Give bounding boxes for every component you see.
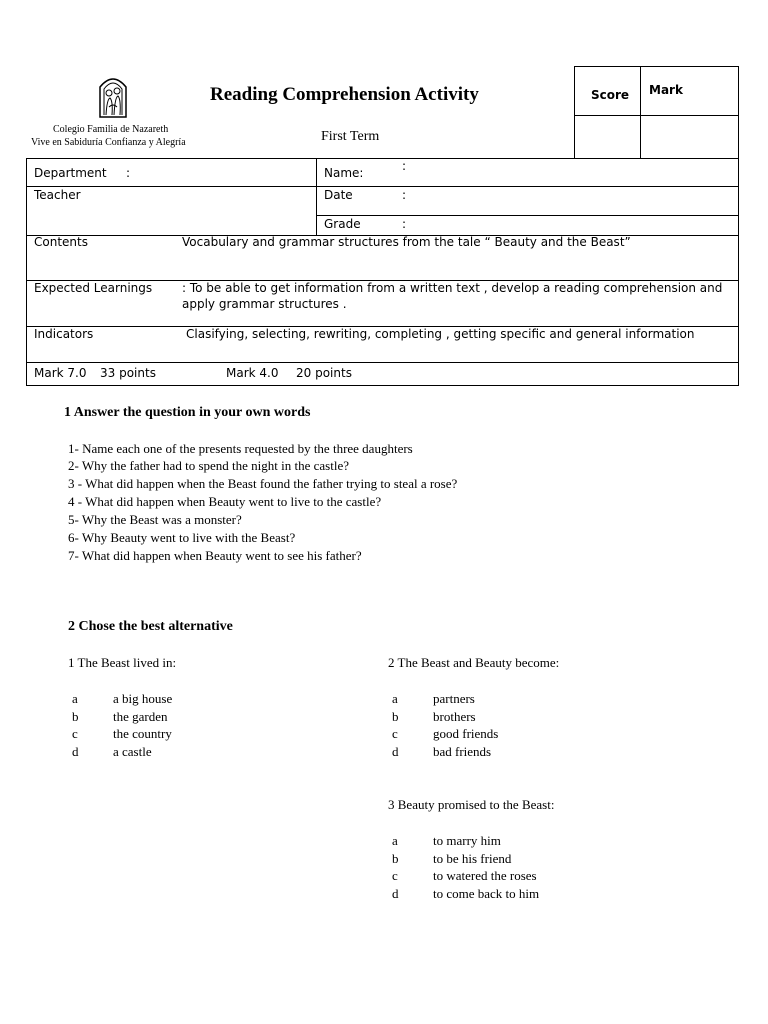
grade-colon: : — [402, 217, 407, 231]
mc3-option-c: to watered the roses — [433, 868, 537, 883]
mc-question-2: 2 The Beast and Beauty become: — [388, 655, 560, 670]
mc-question-1: 1 The Beast lived in: — [68, 655, 177, 670]
term-label: First Term — [321, 129, 380, 144]
mark-high: Mark 7.0 — [34, 366, 87, 380]
question-1: 1- Name each one of the presents requested by the three daughters — [68, 441, 413, 456]
mc2-option-d: bad friends — [433, 744, 492, 759]
mc1-letter-c: c — [72, 726, 78, 741]
mc2-letter-a: a — [392, 691, 398, 706]
date-colon: : — [402, 188, 407, 202]
mc2-option-c: good friends — [433, 726, 499, 741]
mc3-letter-a: a — [392, 833, 398, 848]
points-low: 20 points — [296, 366, 352, 380]
expected-learnings-line2: apply grammar structures . — [182, 297, 347, 311]
school-crest-icon — [96, 71, 130, 119]
department-colon: : — [126, 166, 131, 180]
mc1-letter-d: d — [72, 744, 79, 759]
mc2-letter-b: b — [392, 709, 399, 724]
mc1-option-c: the country — [113, 726, 172, 741]
contents-value: Vocabulary and grammar structures from the tale “ Beauty and the Beast” — [182, 235, 631, 249]
section1-heading: 1 Answer the question in your own words — [64, 405, 311, 420]
question-5: 5- Why the Beast was a monster? — [68, 512, 242, 527]
question-7: 7- What did happen when Beauty went to see his father? — [68, 548, 362, 563]
mc1-option-b: the garden — [113, 709, 168, 724]
mc3-option-d: to come back to him — [433, 886, 540, 901]
expected-learnings-line1: : To be able to get information from a written text , develop a reading comprehension and — [182, 281, 723, 295]
points-high: 33 points — [100, 366, 156, 380]
mc1-letter-b: b — [72, 709, 79, 724]
teacher-label: Teacher — [34, 188, 81, 202]
name-label: Name: — [324, 166, 364, 180]
mark-label: Mark — [649, 83, 683, 97]
mc1-letter-a: a — [72, 691, 78, 706]
school-logo — [96, 71, 130, 119]
section2-heading: 2 Chose the best alternative — [68, 619, 233, 634]
department-label: Department — [34, 166, 107, 180]
mc2-option-b: brothers — [433, 709, 476, 724]
mc2-option-a: partners — [433, 691, 475, 706]
mc-question-3: 3 Beauty promised to the Beast: — [388, 797, 555, 812]
contents-label: Contents — [34, 235, 88, 249]
question-4: 4 - What did happen when Beauty went to live to the castle? — [68, 494, 382, 509]
mc3-letter-b: b — [392, 851, 399, 866]
mc3-option-a: to marry him — [433, 833, 501, 848]
grade-label: Grade — [324, 217, 361, 231]
expected-learnings-label: Expected Learnings — [34, 281, 153, 295]
page-title: Reading Comprehension Activity — [210, 84, 479, 105]
indicators-label: Indicators — [34, 327, 94, 341]
score-label: Score — [591, 88, 630, 102]
question-2: 2- Why the father had to spend the night in the castle? — [68, 458, 349, 473]
mc2-letter-d: d — [392, 744, 399, 759]
mc2-letter-c: c — [392, 726, 398, 741]
indicators-value: Clasifying, selecting, rewriting, completing , getting specific and general information — [186, 327, 695, 341]
mark-low: Mark 4.0 — [226, 366, 279, 380]
school-motto: Vive en Sabiduría Confianza y Alegría — [31, 137, 186, 148]
question-6: 6- Why Beauty went to live with the Beast? — [68, 530, 296, 545]
question-3: 3 - What did happen when the Beast found the father trying to steal a rose? — [68, 476, 458, 491]
date-label: Date — [324, 188, 353, 202]
mc3-letter-c: c — [392, 868, 398, 883]
mc1-option-d: a castle — [113, 744, 152, 759]
mc1-option-a: a big house — [113, 691, 173, 706]
mc3-letter-d: d — [392, 886, 399, 901]
name-colon: : — [402, 159, 407, 173]
school-name: Colegio Familia de Nazareth — [53, 124, 169, 135]
mc3-option-b: to be his friend — [433, 851, 512, 866]
